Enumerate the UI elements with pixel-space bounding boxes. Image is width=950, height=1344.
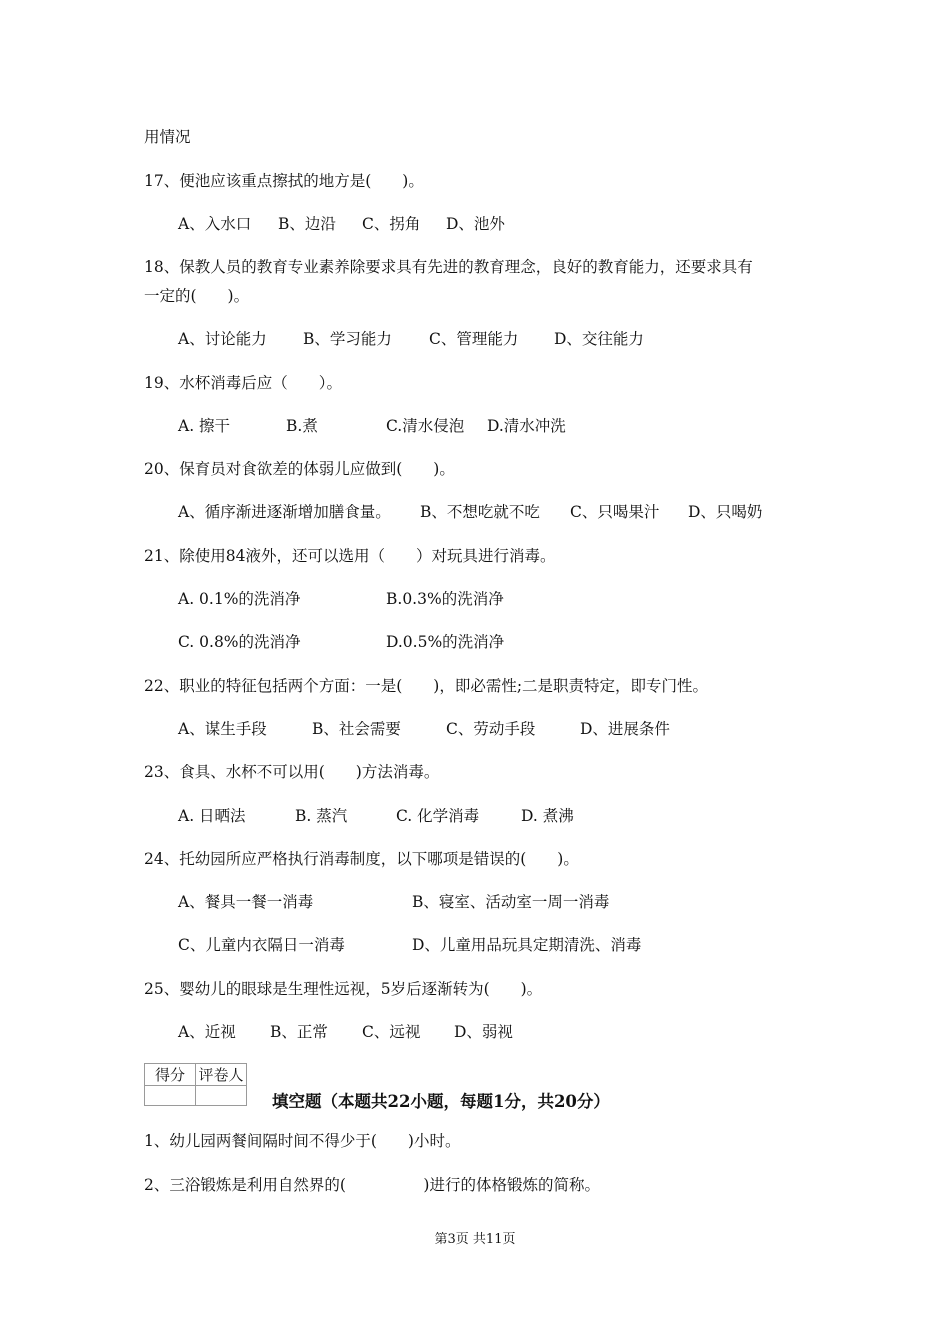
question-20: 20、保育员对食欲差的体弱儿应做到( )。 xyxy=(144,460,455,478)
q25-option-a: A、近视 xyxy=(178,1023,236,1041)
q24-option-d: D、儿童用品玩具定期清洗、消毒 xyxy=(412,936,642,954)
page-footer: 第3页 共11页 xyxy=(434,1232,516,1247)
grader-cell xyxy=(196,1086,247,1106)
q25-option-c: C、远视 xyxy=(362,1023,421,1041)
continuation-text: 用情况 xyxy=(144,128,191,146)
question-22: 22、职业的特征包括两个方面：一是( )，即必需性;二是职责特定，即专门性。 xyxy=(144,677,709,695)
q19-option-b: B.煮 xyxy=(286,417,318,435)
question-21: 21、除使用84液外，还可以选用（ ）对玩具进行消毒。 xyxy=(144,547,556,565)
q22-option-d: D、进展条件 xyxy=(580,720,670,738)
q19-option-d: D.清水冲洗 xyxy=(487,417,566,435)
grader-label: 评卷人 xyxy=(196,1064,247,1086)
q22-option-c: C、劳动手段 xyxy=(446,720,536,738)
q17-option-c: C、拐角 xyxy=(362,215,421,233)
q23-option-c: C. 化学消毒 xyxy=(396,807,480,825)
q17-option-a: A、入水口 xyxy=(178,215,252,233)
q24-option-b: B、寝室、活动室一周一消毒 xyxy=(412,893,610,911)
q21-option-a: A. 0.1%的洗消净 xyxy=(178,590,301,608)
q25-option-d: D、弱视 xyxy=(454,1023,513,1041)
question-23: 23、食具、水杯不可以用( )方法消毒。 xyxy=(144,763,440,781)
score-cell xyxy=(145,1086,196,1106)
fill-question-2: 2、三浴锻炼是利用自然界的( )进行的体格锻炼的简称。 xyxy=(144,1176,600,1194)
q24-option-c: C、儿童内衣隔日一消毒 xyxy=(178,936,345,954)
question-18-line2: 一定的( )。 xyxy=(144,287,250,305)
score-label: 得分 xyxy=(145,1064,196,1086)
q18-option-c: C、管理能力 xyxy=(429,330,519,348)
q18-option-d: D、交往能力 xyxy=(554,330,644,348)
q21-option-b: B.0.3%的洗消净 xyxy=(386,590,504,608)
q17-option-b: B、边沿 xyxy=(278,215,336,233)
q18-option-a: A、讨论能力 xyxy=(178,330,267,348)
q19-option-c: C.清水侵泡 xyxy=(386,417,465,435)
q22-option-b: B、社会需要 xyxy=(312,720,401,738)
section-title: 填空题（本题共22小题，每题1分，共20分） xyxy=(272,1092,610,1111)
q20-option-c: C、只喝果汁 xyxy=(570,503,660,521)
q21-option-d: D.0.5%的洗消净 xyxy=(386,633,505,651)
q21-option-c: C. 0.8%的洗消净 xyxy=(178,633,301,651)
score-box xyxy=(144,1063,247,1106)
question-24: 24、托幼园所应严格执行消毒制度，以下哪项是错误的( )。 xyxy=(144,850,579,868)
q23-option-b: B. 蒸汽 xyxy=(295,807,348,825)
q24-option-a: A、餐具一餐一消毒 xyxy=(178,893,314,911)
q20-option-d: D、只喝奶 xyxy=(688,503,763,521)
q22-option-a: A、谋生手段 xyxy=(178,720,267,738)
q20-option-b: B、不想吃就不吃 xyxy=(420,503,540,521)
q17-option-d: D、池外 xyxy=(446,215,505,233)
question-19: 19、水杯消毒后应（ ）。 xyxy=(144,374,342,392)
fill-question-1: 1、幼儿园两餐间隔时间不得少于( )小时。 xyxy=(144,1132,461,1150)
q23-option-d: D. 煮沸 xyxy=(521,807,574,825)
q19-option-a: A. 擦干 xyxy=(178,417,231,435)
question-25: 25、婴幼儿的眼球是生理性远视，5岁后逐渐转为( )。 xyxy=(144,980,543,998)
q23-option-a: A. 日晒法 xyxy=(178,807,246,825)
q20-option-a: A、循序渐进逐渐增加膳食量。 xyxy=(178,503,391,521)
question-18-line1: 18、保教人员的教育专业素养除要求具有先进的教育理念，良好的教育能力，还要求具有 xyxy=(144,258,753,276)
q25-option-b: B、正常 xyxy=(270,1023,328,1041)
q18-option-b: B、学习能力 xyxy=(303,330,392,348)
question-17: 17、便池应该重点擦拭的地方是( )。 xyxy=(144,172,424,190)
